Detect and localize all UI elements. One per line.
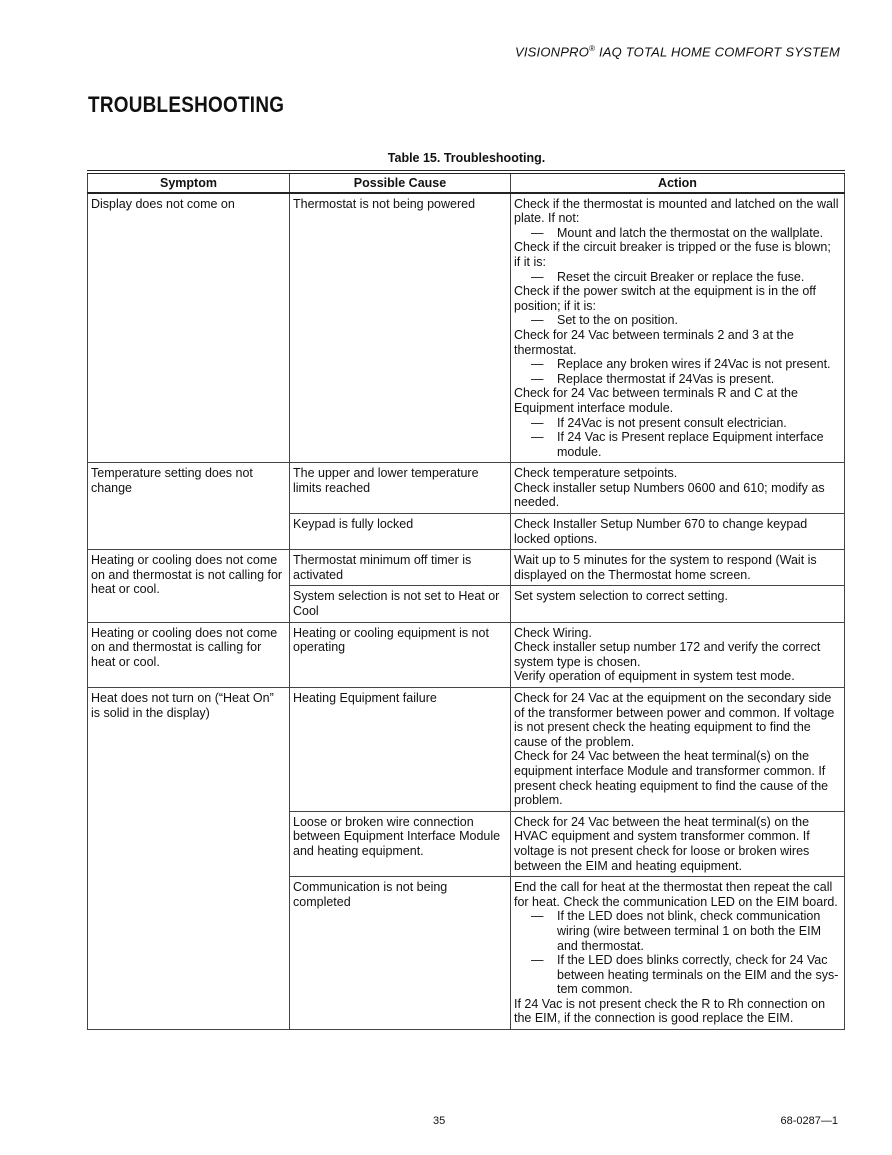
action-line: Check for 24 Vac between the heat terminal(s) on the equipment interface Module and transformer common. If present check heating equipment to find the cause of the problem. (514, 749, 829, 808)
action-bullet (514, 953, 840, 997)
dash-mark: — (531, 357, 544, 372)
bullet-text: If the LED does not blink, check communication wiring (wire between terminal 1 on both the EIM and thermostat. (557, 909, 822, 953)
table-row (88, 193, 845, 463)
action-line: If 24 Vac is not present check the R to Rh connection on the EIM, if the connection is good replace the EIM. (514, 996, 826, 1026)
header-symptom: Symptom (88, 172, 290, 193)
troubleshooting-table (87, 170, 845, 1030)
symptom-cell: Heat does not turn on (“Heat On” is solid in the display) (88, 688, 290, 1030)
dash-mark: — (531, 430, 544, 445)
action-bullet (514, 372, 840, 387)
cause-cell: The upper and lower temperature limits reached (290, 463, 511, 514)
page-number: 35 (433, 1115, 446, 1127)
table-row (88, 622, 845, 687)
dash-mark: — (531, 909, 544, 924)
bullet-text: If the LED does blinks correctly, check for 24 Vac between heating terminals on the EIM and the sys-tem common. (557, 953, 839, 997)
dash-mark: — (531, 371, 544, 386)
action-cell (511, 550, 845, 586)
action-bullet (514, 416, 840, 431)
action-bullet (514, 313, 840, 328)
registered-mark: ® (589, 44, 596, 53)
symptom-cell: Temperature setting does not change (88, 463, 290, 550)
symptom-cell: Heating or cooling does not come on and thermostat is not calling for heat or cool. (88, 550, 290, 622)
page-title: TROUBLESHOOTING (88, 92, 285, 117)
header-brand: VISIONPRO (515, 44, 590, 60)
bullet-text: Replace thermostat if 24Vas is present. (557, 371, 775, 386)
cause-cell: Heating or cooling equipment is not operating (290, 622, 511, 687)
action-line: Check for 24 Vac between terminals R and C at the Equipment interface module. (514, 386, 798, 415)
action-cell (511, 688, 845, 812)
action-line: Set system selection to correct setting. (514, 589, 728, 604)
action-bullet (514, 909, 840, 953)
action-line: Check if the circuit breaker is tripped or the fuse is blown; if it is: (514, 240, 831, 269)
cause-cell: Loose or broken wire connection between Equipment Interface Module and heating equipment. (290, 811, 511, 876)
table-row (88, 688, 845, 812)
dash-mark: — (531, 269, 544, 284)
action-cell (511, 622, 845, 687)
dash-mark: — (531, 225, 544, 240)
action-line: Check temperature setpoints. (514, 466, 678, 481)
cause-cell: Thermostat is not being powered (290, 193, 511, 463)
header-possible-cause: Possible Cause (290, 172, 511, 193)
table-row (88, 550, 845, 586)
header-action: Action (511, 172, 845, 193)
action-cell (511, 193, 845, 463)
table-header-row (88, 172, 845, 193)
action-line: Verify operation of equipment in system test mode. (514, 669, 795, 684)
bullet-text: Replace any broken wires if 24Vac is not present. (557, 357, 831, 372)
action-line: Check Installer Setup Number 670 to change keypad locked options. (514, 517, 808, 546)
dash-mark: — (531, 953, 544, 968)
bullet-text: Reset the circuit Breaker or replace the fuse. (557, 269, 805, 284)
dash-mark: — (531, 313, 544, 328)
table-row (88, 463, 845, 514)
action-line: Wait up to 5 minutes for the system to respond (Wait is displayed on the Thermostat home screen. (514, 553, 817, 582)
running-header (515, 44, 840, 59)
action-cell (511, 463, 845, 514)
cause-cell: Heating Equipment failure (290, 688, 511, 812)
header-rest: IAQ TOTAL HOME COMFORT SYSTEM (595, 44, 840, 60)
action-line: Check for 24 Vac between the heat terminal(s) on the HVAC equipment and system transformer common. If voltage is not present check for loose or broken wires between the EIM and heating equipment. (514, 814, 810, 873)
action-line: Check for 24 Vac between terminals 2 and 3 at the thermostat. (514, 327, 794, 357)
action-line: End the call for heat at the thermostat then repeat the call for heat. Check the communication LED on the EIM board. (514, 880, 838, 909)
action-bullet (514, 226, 840, 241)
bullet-text: If 24Vac is not present consult electrician. (557, 415, 787, 430)
action-bullet (514, 357, 840, 372)
cause-cell: Thermostat minimum off timer is activated (290, 550, 511, 586)
cause-cell: Communication is not being completed (290, 877, 511, 1030)
bullet-text: Mount and latch the thermostat on the wallplate. (557, 225, 824, 240)
symptom-cell: Display does not come on (88, 193, 290, 463)
bullet-text: Set to the on position. (557, 313, 678, 328)
action-bullet (514, 270, 840, 285)
action-bullet (514, 430, 840, 459)
action-line: Check Wiring. (514, 625, 592, 640)
action-line: Check if the thermostat is mounted and latched on the wall plate. If not: (514, 196, 839, 226)
document-number: 68-0287—1 (780, 1115, 838, 1127)
action-line: Check if the power switch at the equipment is in the off position; if it is: (514, 284, 817, 313)
cause-cell: Keypad is fully locked (290, 514, 511, 550)
action-cell (511, 877, 845, 1030)
cause-cell: System selection is not set to Heat or Cool (290, 586, 511, 622)
dash-mark: — (531, 415, 544, 430)
action-cell (511, 514, 845, 550)
action-line: Check installer setup number 172 and verify the correct system type is chosen. (514, 640, 821, 669)
action-line: Check installer setup Numbers 0600 and 610; modify as needed. (514, 480, 825, 510)
symptom-cell: Heating or cooling does not come on and thermostat is calling for heat or cool. (88, 622, 290, 687)
action-cell (511, 586, 845, 622)
action-line: Check for 24 Vac at the equipment on the secondary side of the transformer between power and common. If voltage is not present check the heating equipment to find the cause of the problem. (514, 691, 835, 749)
table-caption: Table 15. Troubleshooting. (387, 151, 546, 165)
action-cell (511, 811, 845, 876)
bullet-text: If 24 Vac is Present replace Equipment interface module. (557, 430, 824, 459)
